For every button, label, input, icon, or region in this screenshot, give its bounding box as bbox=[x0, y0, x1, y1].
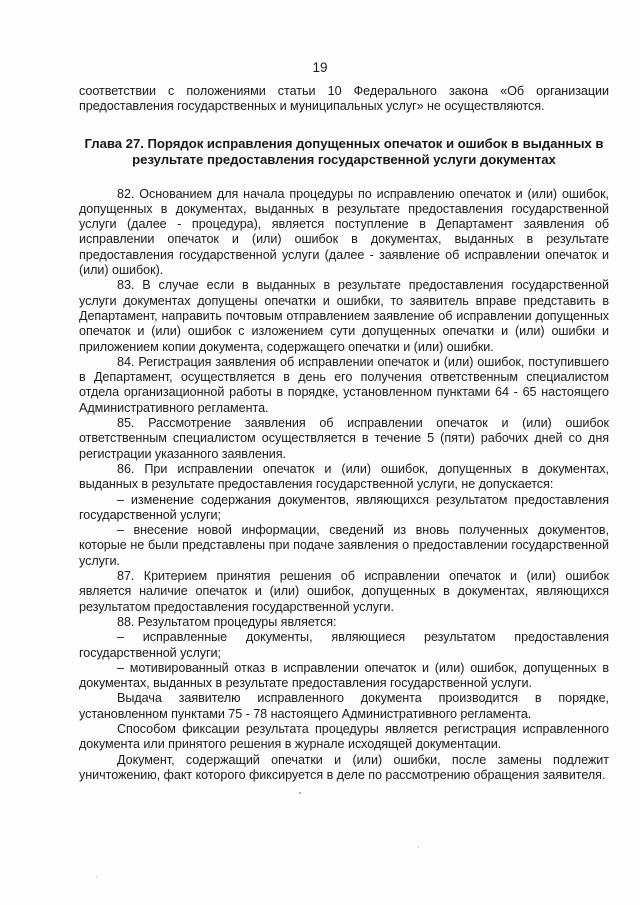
paragraph-82: 82. Основанием для начала процедуры по исправлению опечаток и (или) ошибок, допущенных в документах, выданных в результате предоставления государственной услуги (далее - процедура), является поступление в Департамент заявления об исправлении опечаток и (или) ошибок в документах, выданных в результате предоставления государственной услуги (далее - заявление об исправлении опечаток и (или) ошибок). bbox=[79, 186, 609, 278]
paragraph-84: 84. Регистрация заявления об исправлении опечаток и (или) ошибок, поступившего в Департамент, осуществляется в день его получения ответственным специалистом отдела организационной работы в порядке, установленном пунктами 64 - 65 настоящего Административного регламента. bbox=[79, 354, 609, 415]
list-item-88-2: – мотивированный отказ в исправлении опечаток и (или) ошибок, допущенных в документах, выданных в результате предоставления государственной услуги. bbox=[79, 660, 609, 691]
continuation-paragraph: соответствии с положениями статьи 10 Федерального закона «Об организации предоставления государственных и муниципальных услуг» не осуществляются. bbox=[79, 84, 609, 114]
scan-speck bbox=[299, 792, 301, 794]
paragraph-88: 88. Результатом процедуры является: bbox=[117, 614, 337, 629]
paragraph-85: 85. Рассмотрение заявления об исправлении опечаток и (или) ошибок ответственным специалистом осуществляется в течение 5 (пяти) рабочих дней со дня регистрации указанного заявления. bbox=[79, 416, 609, 461]
paragraph-86: 86. При исправлении опечаток и (или) ошибок, допущенных в документах, выданных в результате предоставления государственной услуги, не допускается: bbox=[79, 461, 609, 492]
paragraph-87: 87. Критерием принятия решения об исправлении опечаток и (или) ошибок является наличие опечаток и (или) ошибок, допущенных в документах, являющихся результатом предоставления государственной услуги. bbox=[79, 569, 609, 614]
scan-speck bbox=[96, 876, 97, 877]
paragraph-fixation: Способом фиксации результата процедуры является регистрация исправленного документа или принятого решения в журнале исходящей документации. bbox=[79, 721, 609, 752]
paragraph-destruction: Документ, содержащий опечатки и (или) ошибки, после замены подлежит уничтожению, факт которого фиксируется в деле по рассмотрению обращения заявителя. bbox=[79, 752, 609, 782]
paragraph-delivery: Выдача заявителю исправленного документа производится в порядке, установленном пунктами 75 - 78 настоящего Административного регламента. bbox=[79, 691, 609, 721]
paragraph-83: 83. В случае если в выданных в результате предоставления государственной услуги документах допущены опечатки и ошибки, то заявитель вправе представить в Департамент, направить почтовым отправлением заявление об исправлении допущенных опечаток и (или) ошибок с изложением сути допущенных опечатки и (или) ошибки и приложением копии документа, содержащего опечатки и (или) ошибки. bbox=[79, 278, 609, 354]
list-item-86-2: – внесение новой информации, сведений из вновь полученных документов, которые не были представлены при подаче заявления о предоставлении государственной услуги. bbox=[79, 523, 609, 568]
document-body bbox=[79, 84, 609, 783]
list-item-86-1: – изменение содержания документов, являющихся результатом предоставления государственной услуги; bbox=[79, 492, 609, 522]
scan-speck bbox=[418, 847, 419, 848]
chapter-heading: Глава 27. Порядок исправления допущенных опечаток и ошибок в выданных в результате предоставления государственной услуги документах bbox=[84, 135, 604, 167]
page-number: 19 bbox=[312, 60, 328, 75]
list-item-88-1: – исправленные документы, являющиеся результатом предоставления государственной услуги; bbox=[79, 630, 609, 660]
